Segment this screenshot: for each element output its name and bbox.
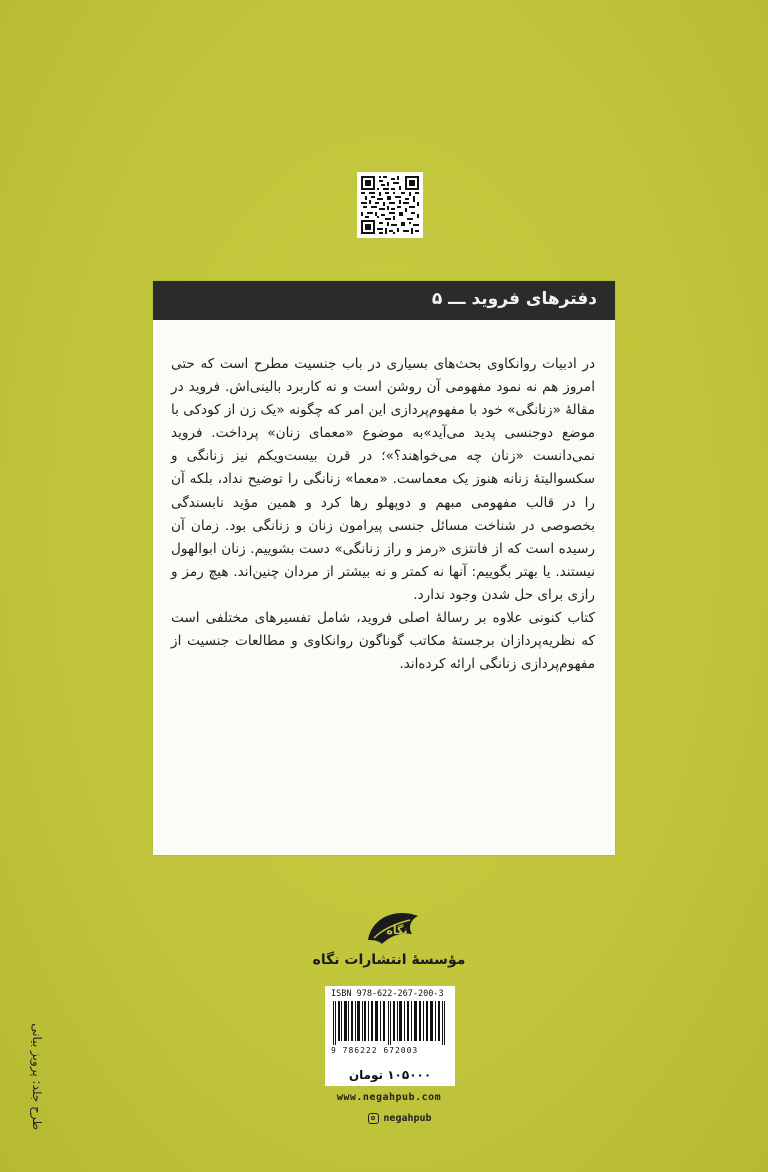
series-title: دفترهای فروید ـــ ۵ [431,289,597,309]
publisher-name: مؤسسهٔ انتشارات نگاه [312,952,466,968]
description-paragraph: کتاب کنونی علاوه بر رسالهٔ اصلی فروید، شامل تفسیرهای مختلفی است که نظریه‌پردازان برجستهٔ مکاتب گوناگون روانکاوی و مطالعات جنسیت از مفهوم‌پردازی زنانگی ارائه کرده‌اند. [171,610,595,673]
barcode-box [325,986,455,1064]
description-paragraph: در ادبیات روانکاوی بحث‌های بسیاری در باب جنسیت مطرح است که حتی امروز هم نه نمود مفهومی آن روشن است و نه کاربرد بالینی‌اش. فروید در مقالهٔ «زنانگی» خود با مفهوم‌پردازی این امر که چگونه «یک زن از کودکی با موضع دوجنسی پدید می‌آید»به موضوع «معمای زنان» پرداخت. فروید نمی‌دانست «زنان چه می‌خواهند؟»؛ در قرن بیست‌ویکم نیز زنانگی و سکسوالیتهٔ زنانه هنوز یک معماست. «معما» زنانگی را توضیح نداد، بلکه آن را در قالب مفهومی مبهم و دوپهلو رها کرد و همین مؤید نابسندگی بخصوصی در شناخت مسائل جنسی پیرامون زنان و زنانگی بود. زمان آن رسیده است که از فانتزی «رمز و راز زنانگی» دست بشوییم. زنان ابوالهول نیستند. یا بهتر بگوییم: آنها نه کمتر و نه بیشتر از مردان چنین‌اند. هیچ رمز و رازی برای حل شدن وجود ندارد. [171,356,595,603]
qr-code-icon [361,176,419,234]
cover-designer-credit: طرح جلد: پرویز بیانی [30,1023,44,1130]
instagram-link[interactable] [345,1110,455,1126]
feather-logo-icon [364,910,422,948]
price-label: ۱۰۵۰۰۰ تومان [325,1064,455,1086]
qr-code[interactable] [357,172,423,238]
barcode [331,1001,449,1045]
series-banner [153,281,615,320]
description-card [153,281,615,855]
instagram-handle: negahpub [383,1112,432,1124]
barcode-icon [331,1001,449,1045]
logo-wordmark: نگاه [386,924,408,937]
isbn-label: ISBN 978-622-267-200-3 [331,989,444,999]
website-link[interactable]: www.negahpub.com [336,1092,442,1103]
publisher-logo [364,910,422,948]
instagram-icon [368,1113,379,1124]
description-text [171,353,595,676]
barcode-number: 9 786222 672003 [331,1046,419,1055]
